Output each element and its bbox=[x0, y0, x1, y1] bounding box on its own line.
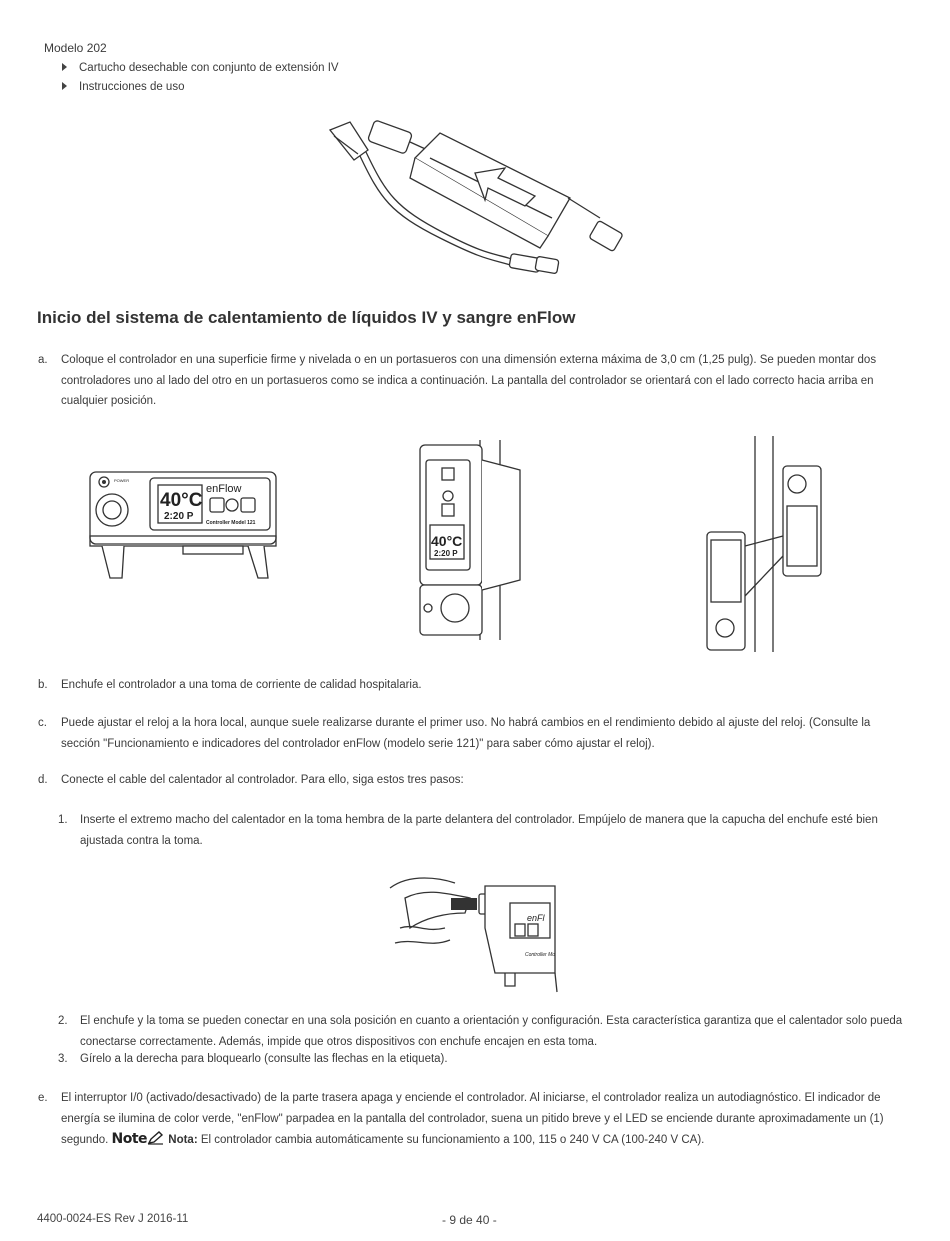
step-c bbox=[38, 713, 901, 754]
brand-label: enFl bbox=[527, 913, 545, 923]
substep-label: 2. bbox=[58, 1015, 68, 1027]
plug-insertion-illustration bbox=[385, 868, 560, 993]
step-e bbox=[38, 1088, 906, 1151]
brand-label: enFlow bbox=[206, 483, 242, 495]
time-readout: 2:20 P bbox=[164, 511, 194, 522]
model-name: Modelo 202 bbox=[44, 41, 107, 55]
model-label: Controller Model 121 bbox=[206, 520, 256, 526]
note-label: Nota: bbox=[168, 1134, 198, 1146]
list-item bbox=[62, 58, 339, 78]
step-label: c. bbox=[38, 717, 47, 729]
two-controllers-illustration bbox=[705, 436, 825, 652]
bullet-icon bbox=[62, 82, 67, 90]
power-label: POWER bbox=[114, 478, 130, 483]
substep-1 bbox=[58, 810, 895, 851]
step-label: b. bbox=[38, 679, 48, 691]
time-readout: 2:20 P bbox=[434, 549, 458, 558]
note-icon-word: Note bbox=[111, 1131, 148, 1147]
step-text: Conecte el cable del calentador al controlador. Para ello, siga estos tres pasos: bbox=[61, 774, 464, 786]
page-number: - 9 de 40 - bbox=[442, 1213, 497, 1227]
list-item-text: Instrucciones de uso bbox=[79, 81, 185, 93]
model-label: Controller Mo bbox=[525, 952, 556, 958]
document-id: 4400-0024-ES Rev J 2016-11 bbox=[37, 1213, 189, 1225]
controller-pole-illustration bbox=[410, 440, 530, 640]
substep-text: El enchufe y la toma se pueden conectar en una sola posición en cuanto a orientación y configuración. Esta característica garantiza que el calentador solo pueda conectarse correctamente. Además, impide que otros dispositivos con enchufe encajen en esta toma. bbox=[80, 1015, 903, 1048]
step-a bbox=[38, 350, 901, 412]
substep-label: 1. bbox=[58, 814, 68, 826]
step-label: e. bbox=[38, 1092, 48, 1104]
bullet-icon bbox=[62, 63, 67, 71]
list-item-text: Cartucho desechable con conjunto de extensión IV bbox=[79, 62, 339, 74]
substep-text: Inserte el extremo macho del calentador en la toma hembra de la parte delantera del controlador. Empújelo de manera que la capucha del enchufe esté bien ajustada contra la toma. bbox=[80, 814, 878, 847]
step-label: d. bbox=[38, 774, 48, 786]
step-text: Enchufe el controlador a una toma de corriente de calidad hospitalaria. bbox=[61, 679, 422, 691]
step-label: a. bbox=[38, 354, 48, 366]
substep-2 bbox=[58, 1011, 910, 1052]
substep-label: 3. bbox=[58, 1053, 68, 1065]
temp-readout: 40°C bbox=[431, 533, 463, 549]
note-text: El controlador cambia automáticamente su funcionamiento a 100, 115 o 240 V CA (100-240 V CA). bbox=[197, 1134, 705, 1146]
list-item bbox=[62, 77, 184, 97]
cartridge-illustration bbox=[320, 118, 640, 288]
step-text: El interruptor I/0 (activado/desactivado) de la parte trasera apaga y enciende el controlador. Al iniciarse, el controlador realiza un autodiagnóstico. El indicador de energía se ilumina de color verde, "enFlow" parpadea en la pantalla del controlador, suena un pitido breve y el LED se enciende durante aproximadamente un (1) segundo. bbox=[61, 1092, 884, 1146]
substep-text: Gírelo a la derecha para bloquearlo (consulte las flechas en la etiqueta). bbox=[80, 1053, 448, 1065]
temp-readout: 40°C bbox=[160, 490, 203, 511]
substep-3 bbox=[58, 1049, 895, 1070]
step-text: Puede ajustar el reloj a la hora local, aunque suele realizarse durante el primer uso. No habrá cambios en el rendimiento debido al ajuste del reloj. (Consulte la sección "Funcionamiento e indicadores del controlador enFlow (modelo serie 121)" para saber cómo ajustar el reloj). bbox=[61, 717, 871, 750]
step-text: Coloque el controlador en una superficie firme y nivelada o en un portasueros con una dimensión externa máxima de 3,0 cm (1,25 pulg). Se pueden montar dos controladores uno al lado del otro en un portasueros como se indica a continuación. La pantalla del controlador se orientará con el lado correcto hacia arriba en cualquier posición. bbox=[61, 354, 877, 407]
pencil-note-icon bbox=[147, 1131, 165, 1145]
step-d bbox=[38, 770, 901, 791]
step-b bbox=[38, 675, 901, 696]
section-heading: Inicio del sistema de calentamiento de líquidos IV y sangre enFlow bbox=[37, 308, 576, 327]
controller-front-illustration bbox=[88, 470, 278, 585]
